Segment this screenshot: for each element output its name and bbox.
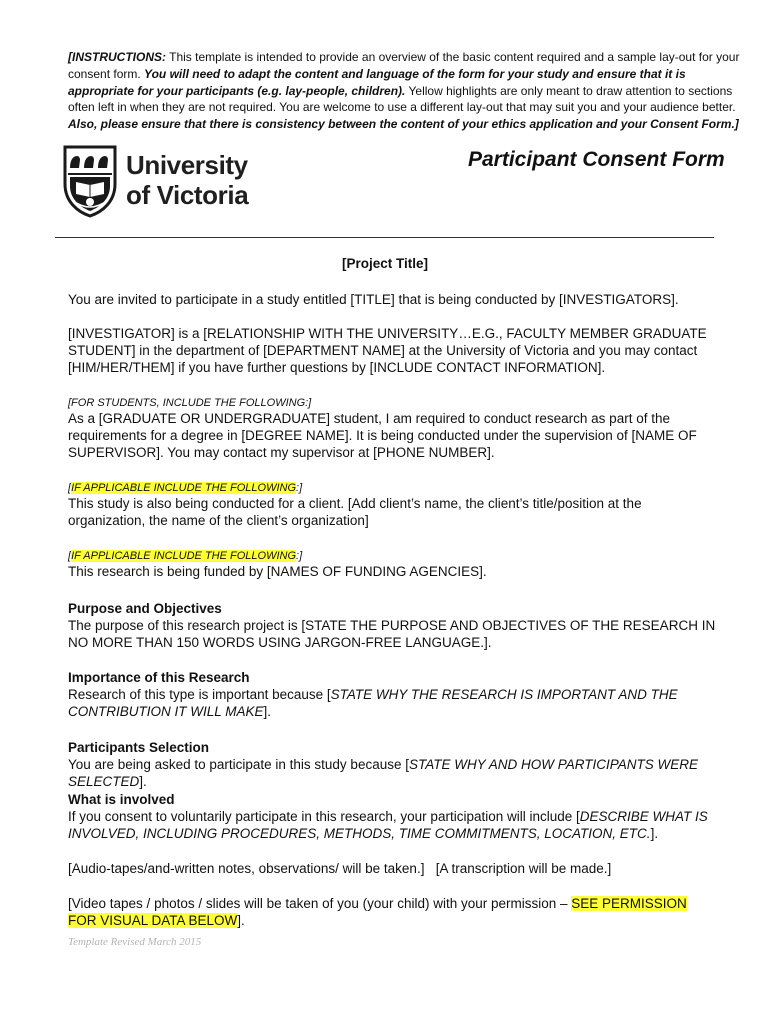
importance-heading: Importance of this Research <box>68 670 250 685</box>
uvic-shield-icon <box>62 144 118 218</box>
video-text-post: ]. <box>237 913 245 928</box>
video-text-pre: [Video tapes / photos / slides will be taken of you (your child) with your permission – <box>68 896 572 911</box>
audio-paragraph: [Audio-tapes/and-written notes, observations/ will be taken.] [A transcription will be made.] <box>68 861 612 876</box>
instructions-block <box>68 49 746 133</box>
involved-section <box>68 791 718 842</box>
invite-paragraph: You are invited to participate in a study entitled [TITLE] that is being conducted by [INVESTIGATORS]. <box>68 292 679 307</box>
importance-paragraph <box>68 686 718 720</box>
selection-text-pre: You are being asked to participate in this study because [ <box>68 757 409 772</box>
importance-text-pre: Research of this type is important because [ <box>68 687 331 702</box>
form-title: Participant Consent Form <box>468 148 725 171</box>
instructions-emphasis-2: Also, please ensure that there is consistency between the content of your ethics application and your Consent Form.] <box>68 117 739 132</box>
template-revision-footer: Template Revised March 2015 <box>68 936 202 948</box>
selection-section <box>68 739 718 790</box>
students-section <box>68 396 718 461</box>
purpose-paragraph: The purpose of this research project is [STATE THE PURPOSE AND OBJECTIVES OF THE RESEARCH IN NO MORE THAN 150 WORDS USING JARGON-FREE LANGUAGE.]. <box>68 618 716 650</box>
students-label: [FOR STUDENTS, INCLUDE THE FOLLOWING:] <box>68 397 312 409</box>
client-label-highlight: IF APPLICABLE INCLUDE THE FOLLOWING <box>71 482 297 494</box>
selection-paragraph <box>68 756 718 790</box>
video-paragraph <box>68 895 718 929</box>
involved-paragraph <box>68 808 718 842</box>
purpose-section <box>68 600 718 651</box>
instructions-emphasis-1: You will need to adapt the content and language of the form for your study and ensure that it is appropriate for your participants (e.g. lay-people, children). <box>68 66 686 98</box>
selection-heading: Participants Selection <box>68 740 210 755</box>
purpose-heading: Purpose and Objectives <box>68 601 222 616</box>
client-label-open: [ <box>68 482 72 494</box>
funding-section <box>68 549 718 580</box>
importance-text-placeholder: STATE WHY THE RESEARCH IS IMPORTANT AND THE CONTRIBUTION IT WILL MAKE <box>68 687 678 719</box>
uvic-wordmark-line1: University <box>126 150 248 180</box>
selection-text-placeholder: STATE WHY AND HOW PARTICIPANTS WERE SELECTED <box>68 757 699 789</box>
instructions-lead: [INSTRUCTIONS: <box>68 50 166 64</box>
funding-label-highlight: IF APPLICABLE INCLUDE THE FOLLOWING <box>71 550 297 562</box>
client-paragraph: This study is also being conducted for a client. [Add client’s name, the client’s title/position at the organization, the name of the client’s organization] <box>68 496 642 528</box>
project-title: [Project Title] <box>341 256 429 271</box>
importance-section <box>68 669 718 720</box>
uvic-logo <box>62 144 272 220</box>
header-divider <box>55 237 714 238</box>
involved-heading: What is involved <box>68 792 175 807</box>
client-label <box>68 481 718 495</box>
funding-label-open: [ <box>68 550 72 562</box>
selection-text-post: ]. <box>139 774 147 789</box>
involved-text-placeholder: DESCRIBE WHAT IS INVOLVED, INCLUDING PROCEDURES, METHODS, TIME COMMITMENTS, LOCATION, ETC. <box>68 809 708 841</box>
involved-text-pre: If you consent to voluntarily participate in this research, your participation will include [ <box>68 809 580 824</box>
instructions-text-2: Yellow highlights are only meant to draw attention to sections often left in when they are not required. You are welcome to use a different lay-out that may suit you and your audience better. <box>68 83 736 115</box>
funding-label-close: :] <box>296 550 303 562</box>
uvic-wordmark-line2: of Victoria <box>126 180 249 210</box>
involved-text-post: ]. <box>650 826 659 841</box>
video-text-highlight: SEE PERMISSION FOR VISUAL DATA BELOW <box>68 896 687 928</box>
funding-label <box>68 549 718 563</box>
client-section <box>68 481 718 529</box>
importance-text-post: ]. <box>263 704 272 719</box>
client-label-close: :] <box>296 482 303 494</box>
instructions-text-1: This template is intended to provide an overview of the basic content required and a sample lay-out for your consent form. <box>68 50 740 81</box>
uvic-wordmark <box>126 150 248 210</box>
investigator-paragraph: [INVESTIGATOR] is a [RELATIONSHIP WITH THE UNIVERSITY…E.G., FACULTY MEMBER GRADUATE STUDENT] in the department of [DEPARTMENT NAME] at the University of Victoria and you may contact [HIM/HER/THEM] if you have further questions by [INCLUDE CONTACT INFORMATION]. <box>68 326 707 375</box>
funding-paragraph: This research is being funded by [NAMES OF FUNDING AGENCIES]. <box>68 564 487 579</box>
students-paragraph: As a [GRADUATE OR UNDERGRADUATE] student, I am required to conduct research as part of the requirements for a degree in [DEGREE NAME]. It is being conducted under the supervision of [NAME OF SUPERVISOR]. You may contact my supervisor at [PHONE NUMBER]. <box>68 411 697 460</box>
